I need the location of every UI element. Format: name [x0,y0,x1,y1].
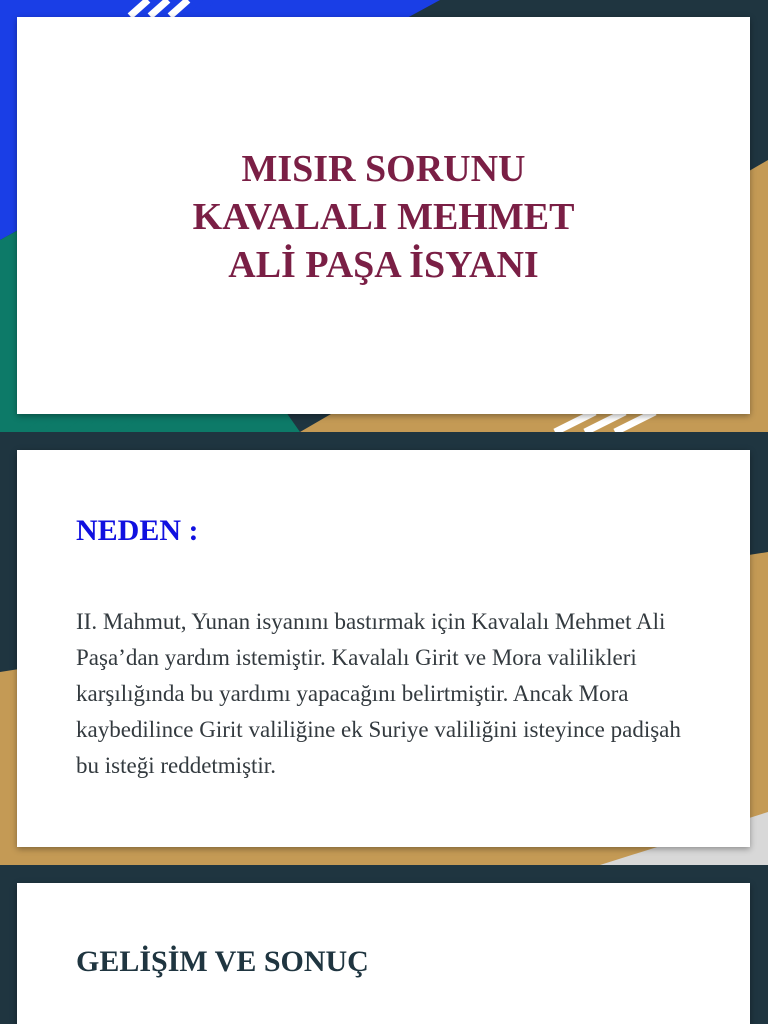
slide-1 [0,0,768,432]
gelisim-heading: GELİŞİM VE SONUÇ [76,945,369,978]
slide-3 [0,865,768,1024]
title-line-2: KAVALALI MEHMET [192,196,575,238]
slide-2 [0,432,768,865]
slide-1-card [17,17,750,414]
title-line-3: ALİ PAŞA İSYANI [228,244,539,286]
title-line-1: MISIR SORUNU [241,148,526,190]
neden-heading: NEDEN : [76,514,199,547]
slide-title [17,145,750,289]
slide-3-card [17,883,750,1024]
neden-body-text: II. Mahmut, Yunan isyanını bastırmak için Kavalalı Mehmet Ali Paşa’dan yardım istemiştir. Kavalalı Girit ve Mora valilikleri karşılığında bu yardımı yapacağını belirtmiştir. Ancak Mora kaybedilince Girit valiliğine ek Suriye valiliğini isteyince padişah bu isteği reddetmiştir. [76,609,681,778]
slide-2-card [17,450,750,847]
